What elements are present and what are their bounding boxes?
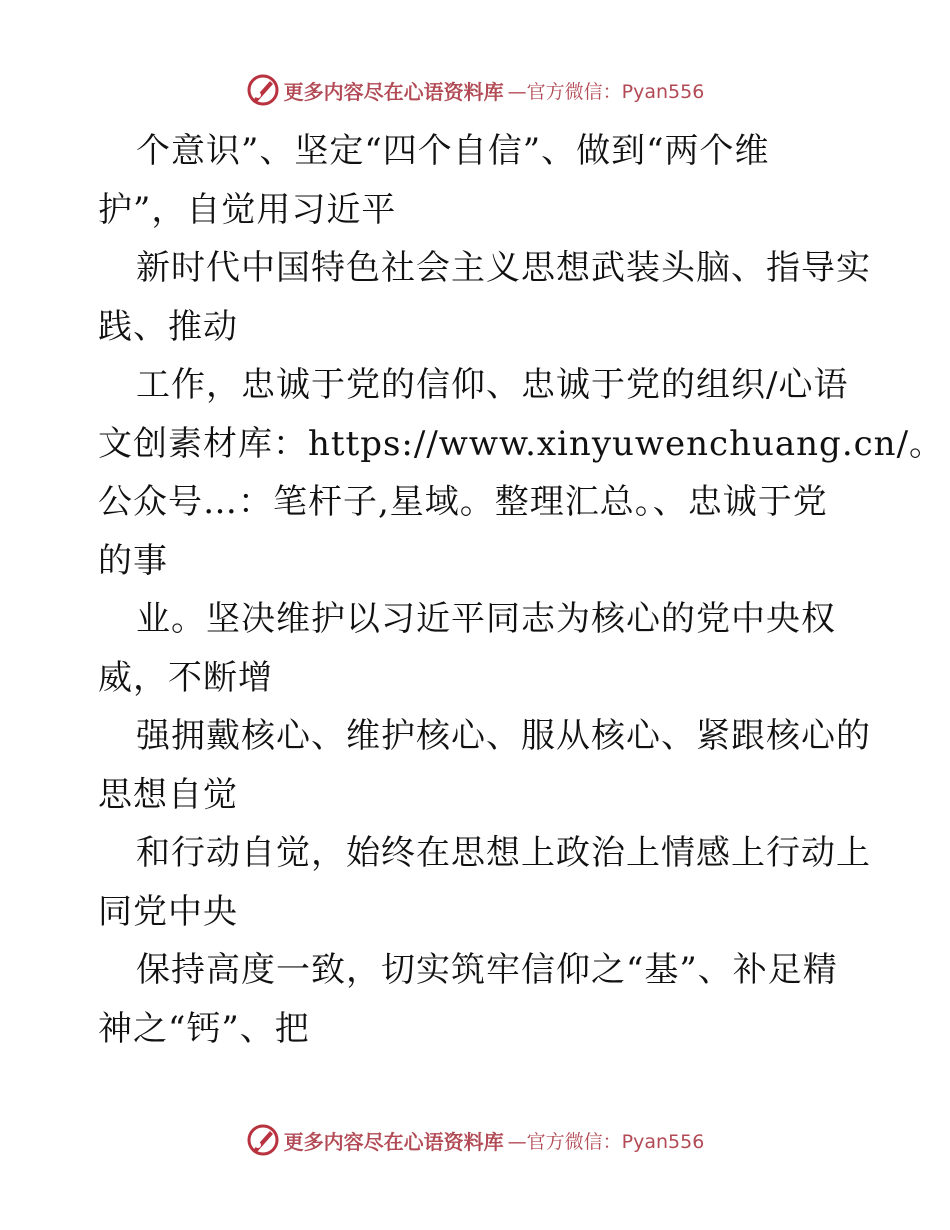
body-line: 保持高度一致，切实筑牢信仰之“基”、补足精 [136,950,838,990]
body-line: 的事 [98,540,168,581]
body-line: 公众号…：笔杆子,星域。整理汇总。、忠诚于党 [98,482,828,522]
body-line: 践、推动 [98,306,238,347]
footer-banner [0,1120,950,1160]
header-wechat-text: —官方微信：Pyan556 [507,80,705,103]
footer-wechat-text: —官方微信：Pyan556 [507,1130,705,1153]
body-line: 个意识”、坚定“四个自信”、做到“两个维 [136,131,770,171]
header-banner [0,70,950,110]
body-line: 同党中央 [98,891,238,932]
document-body [98,122,945,1058]
footer-brand-text: 更多内容尽在心语资料库 [283,1129,504,1154]
body-line: 业。坚决维护以习近平同志为核心的党中央权 [136,599,836,639]
header-brand-text: 更多内容尽在心语资料库 [283,79,504,104]
body-line: 威，不断增 [98,657,273,698]
body-line: 思想自觉 [98,774,238,815]
body-line: 工作，忠诚于党的信仰、忠诚于党的组织/心语 [136,365,849,405]
body-line: 神之“钙”、把 [98,1008,310,1049]
body-line: 文创素材库：https://www.xinyuwenchuang.cn/。 [98,423,945,464]
body-line: 护”，自觉用习近平 [98,189,397,230]
brand-logo-icon [246,1123,280,1157]
body-line: 强拥戴核心、维护核心、服从核心、紧跟核心的 [136,716,871,756]
body-line: 新时代中国特色社会主义思想武装头脑、指导实 [136,248,871,288]
brand-logo-icon [246,73,280,107]
body-line: 和行动自觉，始终在思想上政治上情感上行动上 [136,833,871,873]
